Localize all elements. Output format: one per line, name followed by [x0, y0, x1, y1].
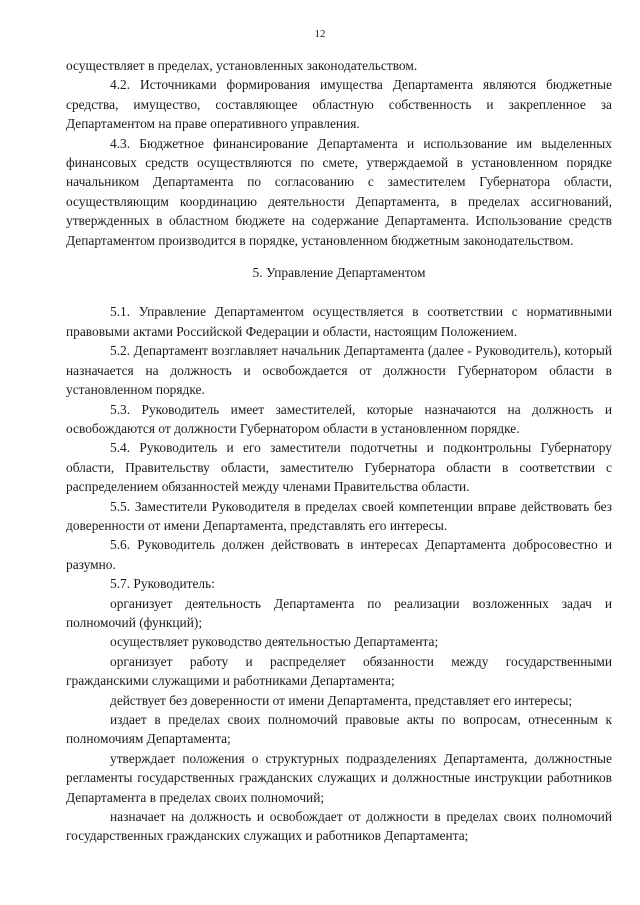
paragraph-5-7: 5.7. Руководитель:: [110, 576, 215, 592]
section-heading: 5. Управление Департаментом: [252, 265, 426, 281]
paragraph-5-5: 5.5. Заместители Руководителя в пределах своей компетенции вправе действовать без доверенности от имени Департамента, представлять его интересы.: [66, 498, 612, 533]
paragraph-4-3: 4.3. Бюджетное финансирование Департамента и использование им выделенных финансовых средств осуществляются по смете, утверждаемой в установленном порядке начальником Департамента по согласованию с заместителем Губернатора области, осуществляющим координацию деятельности Департамента, в пределах ассигнований, утвержденных в областном бюджете на содержание Департамента. Использование средств Департаментом производится в порядке, установленном бюджетным законодательством.: [66, 135, 612, 248]
duty-item: издает в пределах своих полномочий правовые акты по вопросам, отнесенным к полномочиям Департамента;: [66, 712, 612, 747]
paragraph-5-6: 5.6. Руководитель должен действовать в интересах Департамента добросовестно и разумно.: [66, 537, 612, 572]
duty-item: организует деятельность Департамента по реализации возложенных задач и полномочий (функций);: [66, 595, 612, 630]
paragraph-5-4: 5.4. Руководитель и его заместители подотчетны и подконтрольны Губернатору области, Правительству области, заместителю Губернатора области в соответствии с распределением обязанностей между членами Правительства области.: [66, 440, 612, 495]
page-number: 12: [314, 28, 326, 40]
document-body: [66, 56, 612, 846]
paragraph-4-2: 4.2. Источниками формирования имущества Департамента являются бюджетные средства, имущество, составляющее областную собственность и закрепленное за Департаментом на праве оперативного управления.: [66, 77, 612, 132]
duty-item: осуществляет руководство деятельностью Департамента;: [110, 634, 439, 650]
paragraph-5-1: 5.1. Управление Департаментом осуществляется в соответствии с нормативными правовыми актами Российской Федерации и области, настоящим Положением.: [66, 304, 612, 339]
duty-item: действует без доверенности от имени Департамента, представляет его интересы;: [110, 692, 573, 708]
paragraph-5-3: 5.3. Руководитель имеет заместителей, которые назначаются на должность и освобождаются от должности Губернатором области в установленном порядке.: [66, 401, 612, 436]
duty-item: утверждает положения о структурных подразделениях Департамента, должностные регламенты государственных гражданских служащих и должностные инструкции работников Департамента в пределах своих полномочий;: [66, 750, 612, 805]
intro-line: осуществляет в пределах, установленных законодательством.: [66, 58, 418, 73]
duty-item: организует работу и распределяет обязанности между государственными гражданскими служащими и работниками Департамента;: [66, 653, 612, 689]
duty-item: назначает на должность и освобождает от должности в пределах своих полномочий государственных гражданских служащих и работников Департамента;: [66, 809, 612, 844]
paragraph-5-2: 5.2. Департамент возглавляет начальник Департамента (далее - Руководитель), который назначается на должность и освобождается от должности Губернатором области в установленном порядке.: [66, 343, 612, 398]
